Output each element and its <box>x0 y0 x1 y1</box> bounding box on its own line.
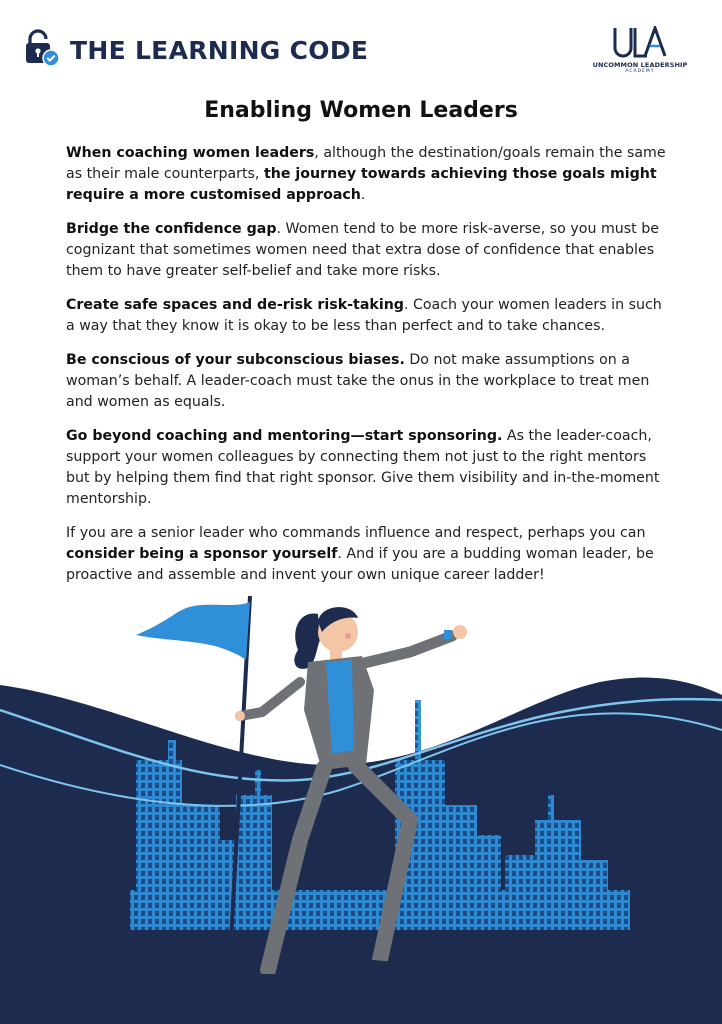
paragraph-bold-text: Go beyond coaching and mentoring—start sponsoring. <box>66 428 503 444</box>
paragraph-bold-text: the journey towards achieving those goals might require a more customised approach <box>66 166 657 203</box>
blue-flag <box>136 602 250 660</box>
article-body <box>66 143 666 599</box>
academy-subtitle: ACADEMY <box>625 69 655 74</box>
paragraph-text: . And if you are a budding woman leader, be proactive and assemble and invent your own unique career ladder! <box>66 546 654 583</box>
ula-logo-mark <box>611 26 669 60</box>
paragraph-closing <box>66 523 666 586</box>
paragraph-text: If you are a senior leader who commands influence and respect, perhaps you can <box>66 525 646 541</box>
page-title: Enabling Women Leaders <box>204 98 518 123</box>
paragraph-intro <box>66 143 666 206</box>
paragraph-text: . Women tend to be more risk-averse, so you must be cognizant that sometimes women need that extra dose of confidence that enables them to have greater self-belief and take more risks. <box>66 221 659 279</box>
paragraph-text: As the leader-coach, support your women colleagues by connecting them not just to the right mentors but by helping them find that right sponsor. Give them visibility and in-the-moment mentorship. <box>66 428 660 507</box>
academy-name: UNCOMMON LEADERSHIP <box>592 61 688 69</box>
paragraph-text: , although the destination/goals remain the same as their male counterparts, <box>66 145 666 182</box>
paragraph-biases <box>66 350 666 413</box>
paragraph-text: . Coach your women leaders in such a way that they know it is okay to be less than perfect and to take chances. <box>66 297 662 334</box>
paragraph-bold-text: When coaching women leaders <box>66 145 315 161</box>
header <box>22 28 702 80</box>
lock-check-icon <box>22 28 62 73</box>
brand-name: THE LEARNING CODE <box>70 36 369 65</box>
woman-leader-illustration <box>0 590 722 1024</box>
academy-logo <box>590 26 690 74</box>
paragraph-bold-text: Be conscious of your subconscious biases. <box>66 352 405 368</box>
paragraph-confidence-gap <box>66 219 666 282</box>
paragraph-safe-spaces <box>66 295 666 337</box>
paragraph-bold-text: Bridge the confidence gap <box>66 221 277 237</box>
paragraph-text: Do not make assumptions on a woman’s behalf. A leader-coach must take the onus in the workplace to treat men and women as equals. <box>66 352 650 410</box>
paragraph-sponsoring <box>66 426 666 510</box>
brand-logo <box>22 28 368 73</box>
paragraph-bold-text: Create safe spaces and de-risk risk-taking <box>66 297 404 313</box>
paragraph-text: . <box>360 187 366 203</box>
paragraph-bold-text: consider being a sponsor yourself <box>66 546 338 562</box>
